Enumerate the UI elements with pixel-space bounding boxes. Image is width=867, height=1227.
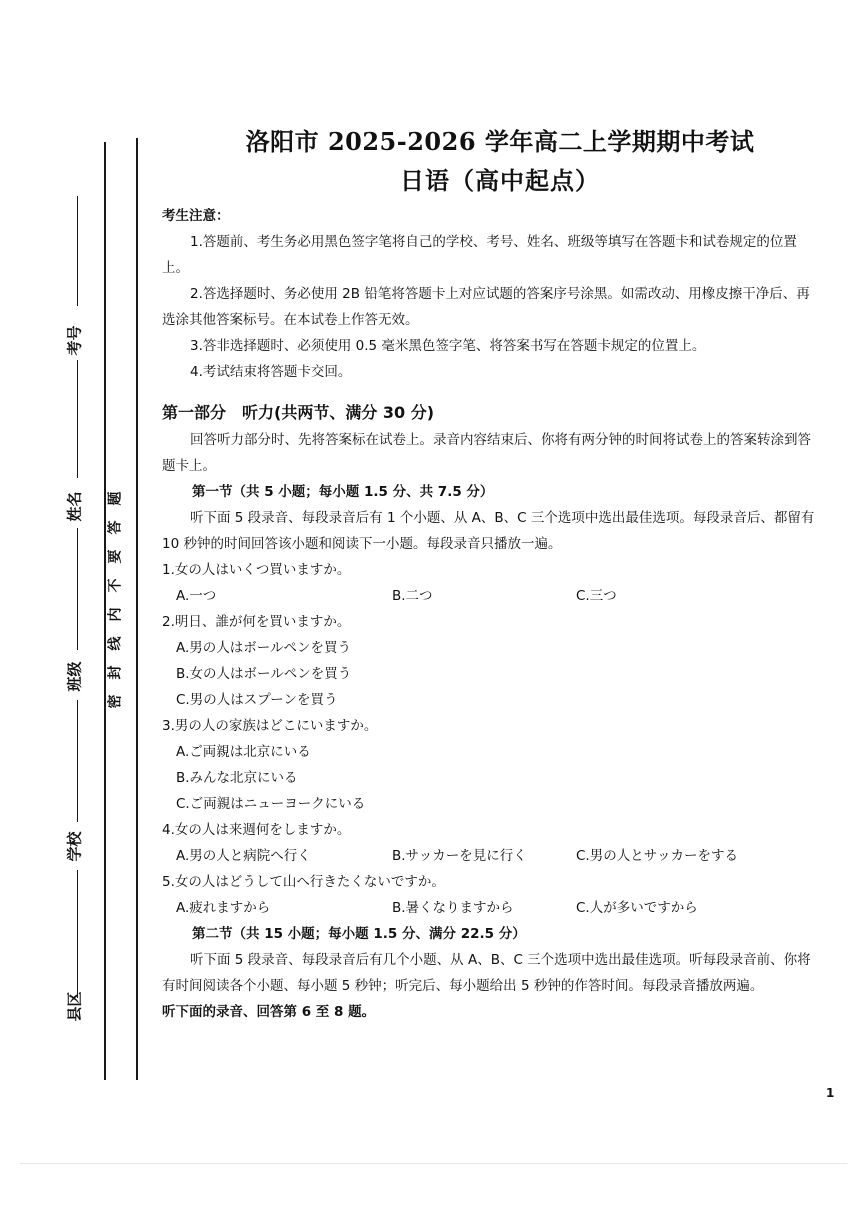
option-b: B.暑くなりますから: [392, 900, 514, 916]
question-1: 1.女の人はいくつ買いますか。: [162, 562, 351, 578]
question-5-options: [162, 895, 816, 921]
seal-char: 线: [107, 636, 124, 651]
exam-number-blank: [77, 196, 78, 306]
option-a: A.男の人と病院へ行く: [176, 848, 311, 864]
seal-char: 内: [107, 607, 124, 622]
question-1-options: [162, 583, 816, 609]
section2-instruction: 听下面的录音、回答第 6 至 8 题。: [162, 1004, 376, 1020]
option-b: B.みんな北京にいる: [176, 770, 298, 786]
option-a: A.ご両親は北京にいる: [176, 744, 311, 760]
option-b: B.サッカーを見に行く: [392, 848, 527, 864]
exam-title: 洛阳市 2025-2026 学年高二上学期期中考试: [245, 127, 755, 156]
section2-intro: 听下面 5 段录音、每段录音后有几个小题、从 A、B、C 三个选项中选出最佳选项。听每段录音前、你将有时间阅读各个小题、每小题 5 秒钟；听完后、每小题给出 5 秒钟的作答时间。每段录音播放两遍。: [162, 952, 811, 994]
seal-char: 答: [107, 520, 124, 535]
side-label-exam-number: 考号: [65, 325, 84, 356]
option-c: C.人が多いですから: [576, 900, 698, 916]
notice-heading: 考生注意：: [162, 208, 230, 224]
binding-line-inner: [136, 138, 138, 1080]
page-number: 1: [826, 1086, 835, 1100]
seal-char: 要: [107, 549, 124, 564]
district-blank: [77, 870, 78, 998]
section1-heading: 第一节（共 5 小题；每小题 1.5 分、共 7.5 分）: [192, 484, 494, 500]
seal-char: 密: [107, 694, 124, 709]
exam-content: [162, 203, 816, 1025]
exam-subtitle: 日语（高中起点）: [400, 166, 600, 195]
seal-char: 题: [107, 491, 124, 506]
name-blank: [77, 360, 78, 478]
seal-char: 不: [107, 578, 124, 593]
question-2: 2.明日、誰が何を買いますか。: [162, 614, 351, 630]
side-label-name: 姓名: [65, 491, 84, 522]
option-b: B.女の人はボールペンを買う: [176, 666, 352, 682]
side-label-class: 班级: [65, 661, 84, 692]
notice-item: 2.答选择题时、务必使用 2B 铅笔将答题卡上对应试题的答案序号涂黑。如需改动、用橡皮擦干净后、再选涂其他答案标号。在本试卷上作答无效。: [162, 286, 810, 328]
notice-item: 1.答题前、考生务必用黑色签字笔将自己的学校、考号、姓名、班级等填写在答题卡和试卷规定的位置上。: [162, 234, 797, 276]
question-5: 5.女の人はどうして山へ行きたくないですか。: [162, 874, 445, 890]
option-a: A.疲れますから: [176, 900, 271, 916]
question-4: 4.女の人は来週何をしますか。: [162, 822, 351, 838]
part1-intro: 回答听力部分时、先将答案标在试卷上。录音内容结束后、你将有两分钟的时间将试卷上的答案转涂到答题卡上。: [162, 432, 811, 474]
option-a: A.一つ: [176, 588, 217, 604]
option-c: C.男の人とサッカーをする: [576, 848, 738, 864]
page-bottom-rule: [20, 1163, 847, 1164]
seal-char: 封: [107, 665, 124, 680]
side-label-district: 县区: [65, 991, 84, 1022]
notice-item: 3.答非选择题时、必须使用 0.5 毫米黑色签字笔、将答案书写在答题卡规定的位置上。: [190, 338, 706, 354]
school-blank: [77, 700, 78, 822]
option-c: C.三つ: [576, 588, 617, 604]
class-blank: [77, 528, 78, 650]
option-a: A.男の人はボールペンを買う: [176, 640, 352, 656]
option-b: B.二つ: [392, 588, 433, 604]
question-4-options: [162, 843, 816, 869]
binding-line-outer: [104, 142, 106, 1080]
section1-intro: 听下面 5 段录音、每段录音后有 1 个小题、从 A、B、C 三个选项中选出最佳选项。每段录音后、都留有 10 秒钟的时间回答该小题和阅读下一小题。每段录音只播放一遍。: [162, 510, 815, 552]
seal-text: [107, 484, 130, 716]
question-3: 3.男の人の家族はどこにいますか。: [162, 718, 378, 734]
option-c: C.男の人はスプーンを買う: [176, 692, 338, 708]
option-c: C.ご両親はニューヨークにいる: [176, 796, 366, 812]
notice-item: 4.考试结束将答题卡交回。: [190, 364, 352, 380]
section2-heading: 第二节（共 15 小题；每小题 1.5 分、满分 22.5 分）: [192, 926, 526, 942]
side-label-school: 学校: [65, 831, 84, 862]
part1-heading: 第一部分 听力(共两节、满分 30 分): [162, 403, 435, 422]
